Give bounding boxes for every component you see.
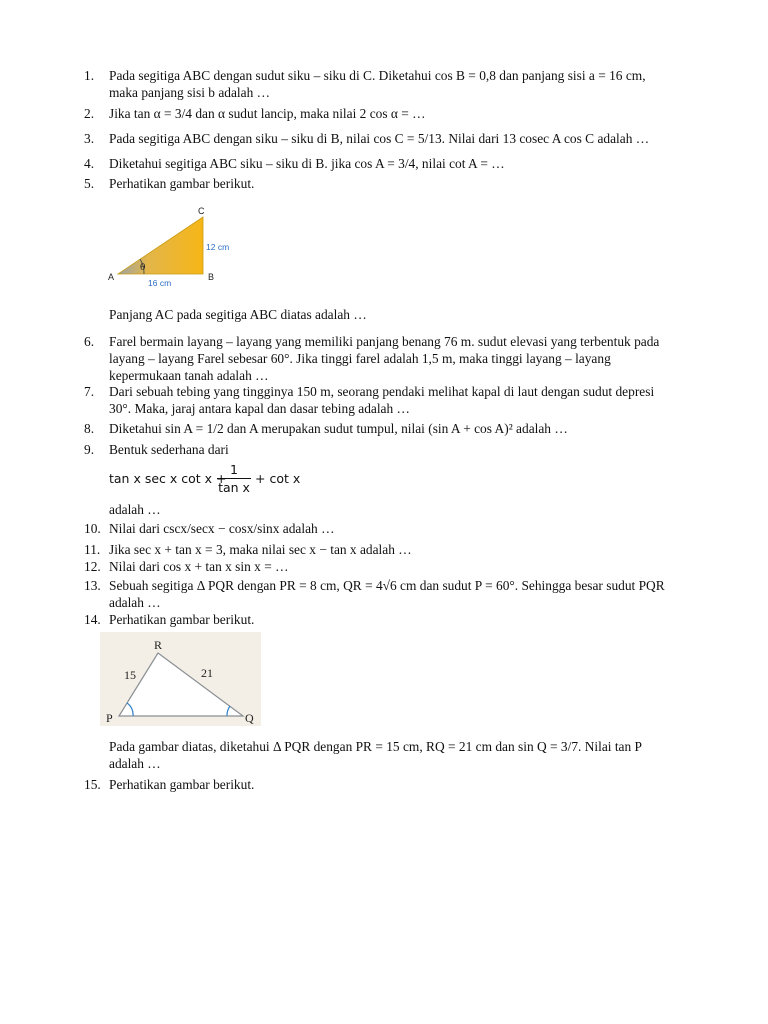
question-9-followup: adalah … bbox=[109, 502, 161, 517]
triangle-pqr-figure bbox=[100, 632, 261, 726]
formula-9 bbox=[109, 462, 369, 496]
question-text: Farel bermain layang – layang yang memiliki panjang benang 76 m. sudut elevasi yang terbentuk pada layang – layang Farel sebesar 60°. Jika tinggi farel adalah 1,5 m, maka tinggi layang – layang kepermukaan tanah adalah … bbox=[109, 334, 660, 383]
question-number: 7. bbox=[84, 384, 95, 399]
question-number: 14. bbox=[84, 612, 101, 627]
question-number: 8. bbox=[84, 421, 95, 436]
question-number: 4. bbox=[84, 156, 95, 171]
question-text: Nilai dari cscx/secx − cosx/sinx adalah … bbox=[109, 521, 335, 536]
question-text: Nilai dari cos x + tan x sin x = … bbox=[109, 559, 289, 574]
vertex-c-label: C bbox=[198, 206, 205, 216]
formula-left: tan x sec x cot x + bbox=[109, 471, 227, 486]
question-text: Jika tan α = 3/4 dan α sudut lancip, maka nilai 2 cos α = … bbox=[109, 106, 426, 121]
fraction-bar bbox=[217, 478, 251, 479]
question-number: 15. bbox=[84, 777, 101, 792]
vertex-q-label: Q bbox=[245, 711, 254, 725]
question-text: Perhatikan gambar berikut. bbox=[109, 612, 255, 627]
question-text: Pada segitiga ABC dengan sudut siku – siku di C. Diketahui cos B = 0,8 dan panjang sisi a = 16 cm, maka panjang sisi b adalah … bbox=[109, 68, 646, 100]
side-rq-label: 21 bbox=[201, 666, 213, 680]
question-text: Bentuk sederhana dari bbox=[109, 442, 229, 457]
question-text: Jika sec x + tan x = 3, maka nilai sec x − tan x adalah … bbox=[109, 542, 412, 557]
vertex-p-label: P bbox=[106, 711, 113, 725]
question-number: 12. bbox=[84, 559, 101, 574]
question-number: 2. bbox=[84, 106, 95, 121]
triangle-abc-figure bbox=[100, 198, 250, 290]
question-number: 9. bbox=[84, 442, 95, 457]
question-number: 10. bbox=[84, 521, 101, 536]
angle-label: θ bbox=[140, 263, 146, 273]
question-number: 1. bbox=[84, 68, 95, 83]
formula-right: + cot x bbox=[255, 471, 301, 486]
question-14-followup: Pada gambar diatas, diketahui Δ PQR dengan PR = 15 cm, RQ = 21 cm dan sin Q = 3/7. Nilai tan P adalah … bbox=[109, 739, 642, 771]
question-text: Sebuah segitiga Δ PQR dengan PR = 8 cm, QR = 4√6 cm dan sudut P = 60°. Sehingga besar sudut PQR adalah … bbox=[109, 578, 665, 610]
formula-numerator: 1 bbox=[230, 462, 238, 477]
question-number: 6. bbox=[84, 334, 95, 349]
question-text: Diketahui segitiga ABC siku – siku di B. jika cos A = 3/4, nilai cot A = … bbox=[109, 156, 505, 171]
question-text: Perhatikan gambar berikut. bbox=[109, 777, 255, 792]
vertex-a-label: A bbox=[108, 272, 115, 282]
question-text: Perhatikan gambar berikut. bbox=[109, 176, 255, 191]
vertex-r-label: R bbox=[154, 638, 163, 652]
vertex-b-label: B bbox=[208, 272, 215, 282]
question-5-followup: Panjang AC pada segitiga ABC diatas adalah … bbox=[109, 307, 367, 322]
question-number: 3. bbox=[84, 131, 95, 146]
question-number: 11. bbox=[84, 542, 101, 557]
question-text: Pada segitiga ABC dengan siku – siku di B, nilai cos C = 5/13. Nilai dari 13 cosec A cos C adalah … bbox=[109, 131, 650, 146]
formula-denominator: tan x bbox=[218, 480, 250, 495]
side-ab-label: 16 cm bbox=[148, 278, 172, 288]
question-number: 5. bbox=[84, 176, 95, 191]
question-number: 13. bbox=[84, 578, 101, 593]
side-pr-label: 15 bbox=[124, 668, 136, 682]
side-bc-label: 12 cm bbox=[206, 242, 230, 252]
question-text: Diketahui sin A = 1/2 dan A merupakan sudut tumpul, nilai (sin A + cos A)² adalah … bbox=[109, 421, 568, 436]
question-text: Dari sebuah tebing yang tingginya 150 m, seorang pendaki melihat kapal di laut dengan sudut depresi 30°. Maka, jaraj antara kapal dan dasar tebing adalah … bbox=[109, 384, 655, 416]
triangle-shape bbox=[118, 217, 203, 274]
